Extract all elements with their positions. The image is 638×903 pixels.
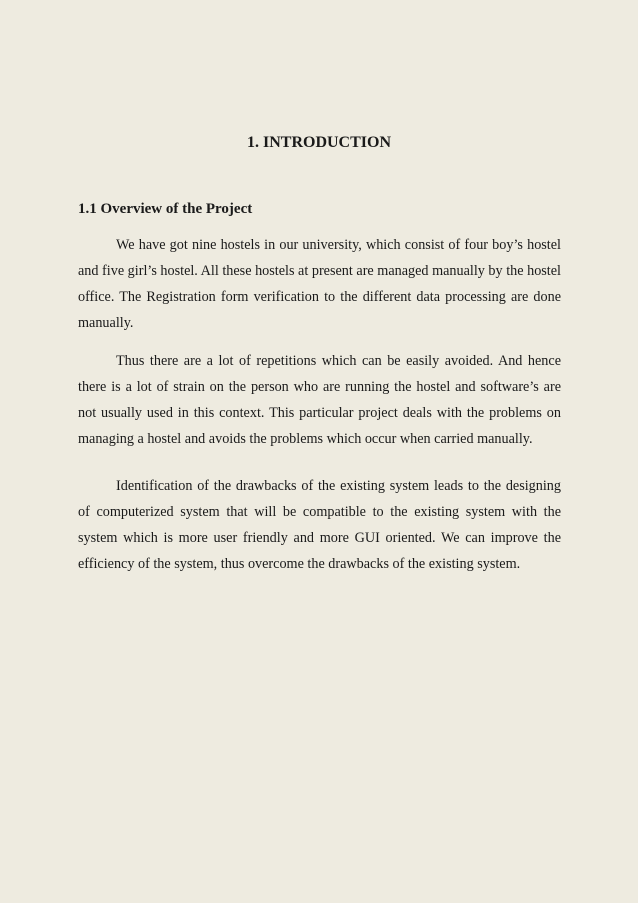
paragraph-3: Identification of the drawbacks of the existing system leads to the designing of computerized system that will be compatible to the existing system with the system which is more user friendly and more GUI oriented. We can improve the efficiency of the system, thus overcome the drawbacks of the existing system.: [78, 478, 561, 572]
paragraph-2: Thus there are a lot of repetitions which can be easily avoided. And hence there is a lot of strain on the person who are running the hostel and software’s are not usually used in this context. This particular project deals with the problems on managing a hostel and avoids the problems which occur when carried manually.: [78, 353, 561, 447]
chapter-title: 1. INTRODUCTION: [246, 134, 391, 151]
section-heading: 1.1 Overview of the Project: [78, 201, 253, 217]
paragraph-1: We have got nine hostels in our university, which consist of four boy’s hostel and five girl’s hostel. All these hostels at present are managed manually by the hostel office. The Registration form verification to the different data processing are done manually.: [78, 237, 561, 331]
